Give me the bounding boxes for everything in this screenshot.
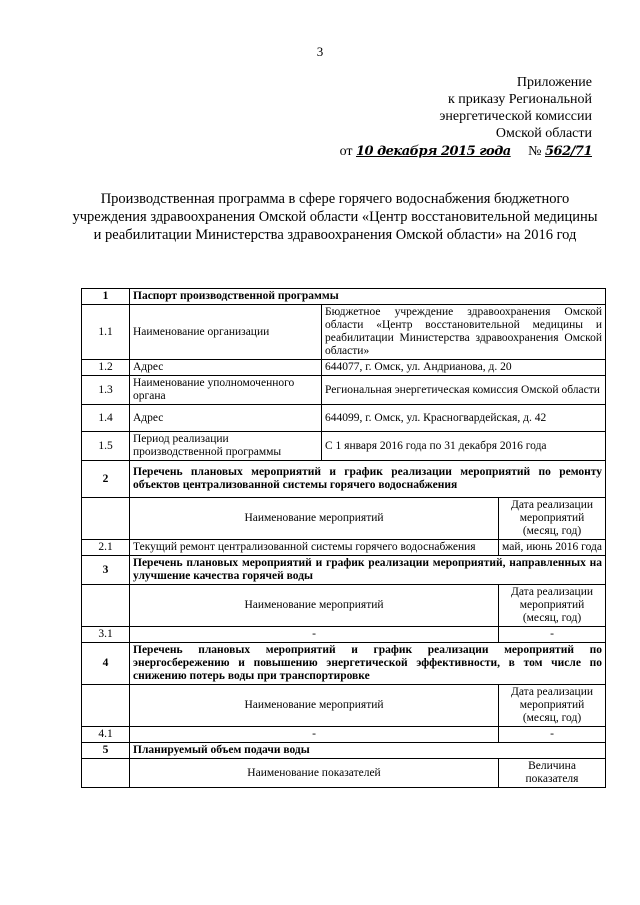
column-header-row bbox=[82, 685, 606, 727]
row-value: Бюджетное учреждение здравоохранения Омской области «Центр восстановительной медицины и реабилитации Министерства здравоохранения Омской области» bbox=[322, 305, 606, 360]
empty-cell bbox=[82, 685, 130, 727]
row-number: 1.5 bbox=[82, 432, 130, 461]
handwritten-date: 10 декабря 2015 года bbox=[356, 144, 511, 159]
appendix-header bbox=[439, 74, 592, 142]
document-title: Производственная программа в сфере горячего водоснабжения бюджетного учреждения здравоохранения Омской области «Центр восстановительной медицины и реабилитации Министерства здравоохранения Омской области» на 2016 год bbox=[72, 191, 598, 243]
row-number: 2.1 bbox=[82, 540, 130, 556]
section-title: Перечень плановых мероприятий и график реализации мероприятий по энергосбережению и повышению энергетической эффективности, в том числе по снижению потерь воды при транспортировке bbox=[130, 643, 606, 685]
column-header: Наименование мероприятий bbox=[130, 498, 499, 540]
column-header-row bbox=[82, 585, 606, 627]
section-1-header bbox=[82, 289, 606, 305]
number-label: № bbox=[528, 144, 542, 159]
row-value: 644077, г. Омск, ул. Андрианова, д. 20 bbox=[322, 360, 606, 376]
table-row bbox=[82, 405, 606, 432]
row-label: - bbox=[130, 727, 499, 743]
handwritten-number: 562/71 bbox=[545, 144, 592, 159]
order-reference bbox=[340, 144, 592, 160]
column-header: Дата реализации мероприятий (месяц, год) bbox=[499, 498, 606, 540]
row-number: 1.1 bbox=[82, 305, 130, 360]
row-label: - bbox=[130, 627, 499, 643]
section-title: Планируемый объем подачи воды bbox=[130, 743, 606, 759]
row-label: Адрес bbox=[130, 405, 322, 432]
column-header: Наименование показателей bbox=[130, 759, 499, 788]
section-2-header bbox=[82, 461, 606, 498]
row-label: Наименование уполномоченного органа bbox=[130, 376, 322, 405]
row-value: - bbox=[499, 727, 606, 743]
table-row bbox=[82, 360, 606, 376]
row-number: 1.4 bbox=[82, 405, 130, 432]
row-number: 3 bbox=[82, 556, 130, 585]
row-label: Наименование организации bbox=[130, 305, 322, 360]
table-row bbox=[82, 432, 606, 461]
section-3-header bbox=[82, 556, 606, 585]
column-header: Величина показателя bbox=[499, 759, 606, 788]
row-value: С 1 января 2016 года по 31 декабря 2016 года bbox=[322, 432, 606, 461]
column-header-row bbox=[82, 498, 606, 540]
table-row bbox=[82, 627, 606, 643]
section-title: Перечень плановых мероприятий и график реализации мероприятий, направленных на улучшение качества горячей воды bbox=[130, 556, 606, 585]
empty-cell bbox=[82, 498, 130, 540]
row-value: май, июнь 2016 года bbox=[499, 540, 606, 556]
section-4-header bbox=[82, 643, 606, 685]
row-value: 644099, г. Омск, ул. Красногвардейская, д. 42 bbox=[322, 405, 606, 432]
section-title: Паспорт производственной программы bbox=[130, 289, 606, 305]
appendix-line-4: Омской области bbox=[495, 126, 592, 141]
row-number: 2 bbox=[82, 461, 130, 498]
row-number: 3.1 bbox=[82, 627, 130, 643]
column-header: Дата реализации мероприятий (месяц, год) bbox=[499, 685, 606, 727]
row-value: Региональная энергетическая комиссия Омской области bbox=[322, 376, 606, 405]
row-label: Период реализации производственной программы bbox=[130, 432, 322, 461]
row-number: 4 bbox=[82, 643, 130, 685]
appendix-line-2: к приказу Региональной bbox=[447, 92, 592, 107]
table-row bbox=[82, 305, 606, 360]
from-label: от bbox=[339, 144, 353, 159]
row-number: 1.3 bbox=[82, 376, 130, 405]
empty-cell bbox=[82, 585, 130, 627]
row-number: 1.2 bbox=[82, 360, 130, 376]
row-value: - bbox=[499, 627, 606, 643]
column-header-row bbox=[82, 759, 606, 788]
table-row bbox=[82, 727, 606, 743]
row-number: 5 bbox=[82, 743, 130, 759]
empty-cell bbox=[82, 759, 130, 788]
section-5-header bbox=[82, 743, 606, 759]
column-header: Наименование мероприятий bbox=[130, 585, 499, 627]
table-row bbox=[82, 540, 606, 556]
section-title: Перечень плановых мероприятий и график реализации мероприятий по ремонту объектов централизованной системы горячего водоснабжения bbox=[130, 461, 606, 498]
row-number: 4.1 bbox=[82, 727, 130, 743]
row-number: 1 bbox=[82, 289, 130, 305]
page-number: 3 bbox=[316, 44, 324, 59]
table-row bbox=[82, 376, 606, 405]
appendix-line-3: энергетической комиссии bbox=[439, 109, 592, 124]
row-label: Текущий ремонт централизованной системы горячего водоснабжения bbox=[130, 540, 499, 556]
row-label: Адрес bbox=[130, 360, 322, 376]
appendix-line-1: Приложение bbox=[516, 75, 592, 90]
program-table bbox=[81, 288, 606, 788]
column-header: Дата реализации мероприятий (месяц, год) bbox=[499, 585, 606, 627]
column-header: Наименование мероприятий bbox=[130, 685, 499, 727]
